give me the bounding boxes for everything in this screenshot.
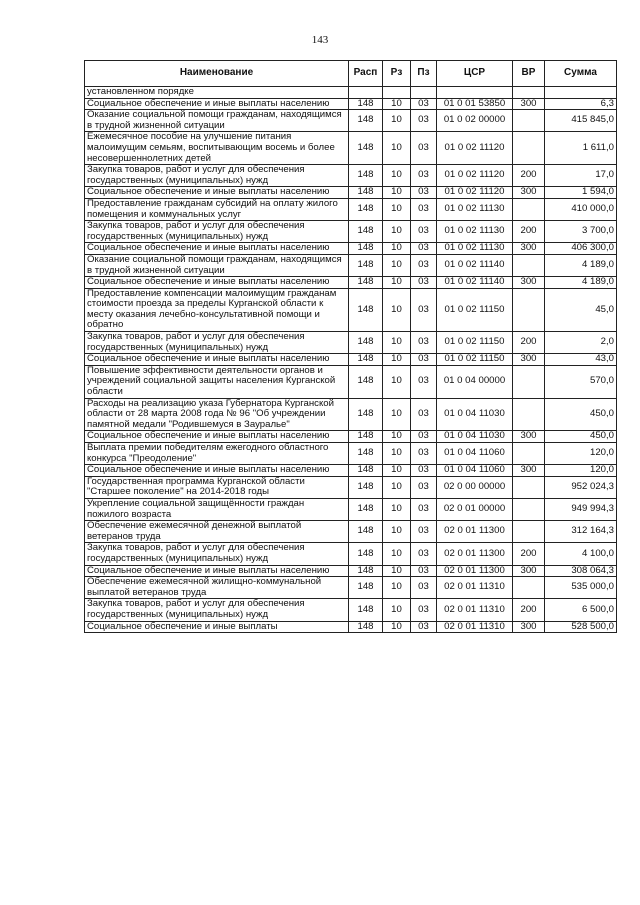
cell-pz: 03 [411,132,437,165]
cell-rasp: 148 [349,398,383,431]
cell-vr [513,198,545,220]
cell-vr: 300 [513,98,545,110]
cell-csr: 01 0 01 53850 [437,98,513,110]
cell-csr: 01 0 02 00000 [437,110,513,132]
cell-rasp: 148 [349,577,383,599]
cell-csr: 02 0 01 11300 [437,521,513,543]
cell-name: Обеспечение ежемесячной денежной выплатой ветеранов труда [85,521,349,543]
header-vr: ВР [513,61,545,87]
table-row [85,577,617,599]
cell-vr: 300 [513,243,545,255]
cell-pz: 03 [411,398,437,431]
cell-rasp: 148 [349,198,383,220]
table-row [85,465,617,477]
cell-pz [411,87,437,99]
cell-sum: 4 189,0 [545,277,617,289]
cell-name: Социальное обеспечение и иные выплаты населению [85,354,349,366]
cell-vr [513,365,545,398]
cell-rz: 10 [383,288,411,331]
cell-rasp: 148 [349,565,383,577]
cell-rz: 10 [383,476,411,498]
cell-rasp: 148 [349,365,383,398]
cell-rasp: 148 [349,132,383,165]
cell-vr: 300 [513,187,545,199]
cell-rasp: 148 [349,431,383,443]
cell-vr [513,476,545,498]
cell-pz: 03 [411,543,437,565]
cell-rasp: 148 [349,98,383,110]
table-row [85,599,617,621]
cell-csr: 01 0 02 11130 [437,221,513,243]
cell-rasp: 148 [349,221,383,243]
cell-csr: 01 0 04 11030 [437,398,513,431]
cell-vr: 200 [513,599,545,621]
cell-csr: 02 0 01 11300 [437,565,513,577]
table-header-row [85,61,617,87]
cell-name: Закупка товаров, работ и услуг для обеспечения государственных (муниципальных) нужд [85,332,349,354]
cell-rz: 10 [383,254,411,276]
cell-rasp: 148 [349,543,383,565]
cell-sum: 535 000,0 [545,577,617,599]
cell-pz: 03 [411,254,437,276]
cell-vr [513,254,545,276]
cell-vr [513,577,545,599]
cell-sum: 2,0 [545,332,617,354]
cell-pz: 03 [411,221,437,243]
page-number: 143 [311,34,329,46]
cell-pz: 03 [411,599,437,621]
cell-sum: 312 164,3 [545,521,617,543]
cell-rz: 10 [383,165,411,187]
cell-sum: 120,0 [545,465,617,477]
cell-name: Закупка товаров, работ и услуг для обеспечения государственных (муниципальных) нужд [85,543,349,565]
cell-sum: 1 594,0 [545,187,617,199]
cell-vr [513,398,545,431]
cell-csr: 02 0 00 00000 [437,476,513,498]
cell-sum: 4 189,0 [545,254,617,276]
cell-name: Расходы на реализацию указа Губернатора Курганской области от 28 марта 2008 года № 96 "Об учреждении памятной медали "Родившемуся в Зауралье" [85,398,349,431]
cell-rasp: 148 [349,165,383,187]
table-row [85,521,617,543]
cell-pz: 03 [411,431,437,443]
cell-vr [513,87,545,99]
cell-pz: 03 [411,98,437,110]
table-row [85,565,617,577]
cell-csr: 02 0 01 11310 [437,621,513,633]
cell-vr [513,498,545,520]
cell-pz: 03 [411,165,437,187]
cell-name: Предоставление гражданам субсидий на оплату жилого помещения и коммунальных услуг [85,198,349,220]
cell-name: Социальное обеспечение и иные выплаты населению [85,187,349,199]
cell-name: Закупка товаров, работ и услуг для обеспечения государственных (муниципальных) нужд [85,599,349,621]
cell-rz: 10 [383,332,411,354]
cell-pz: 03 [411,277,437,289]
cell-pz: 03 [411,187,437,199]
cell-csr: 02 0 01 11310 [437,599,513,621]
cell-vr [513,132,545,165]
cell-csr: 02 0 01 11300 [437,543,513,565]
cell-rz: 10 [383,354,411,366]
table-row [85,221,617,243]
cell-pz: 03 [411,332,437,354]
cell-name: Оказание социальной помощи гражданам, находящимся в трудной жизненной ситуации [85,110,349,132]
table-row [85,110,617,132]
cell-name: Государственная программа Курганской области "Старшее поколение" на 2014-2018 годы [85,476,349,498]
cell-csr: 01 0 02 11120 [437,165,513,187]
table-row [85,87,617,99]
table-row [85,243,617,255]
cell-csr: 01 0 04 11060 [437,443,513,465]
cell-rasp: 148 [349,476,383,498]
table-row [85,187,617,199]
cell-pz: 03 [411,465,437,477]
cell-rz [383,87,411,99]
cell-pz: 03 [411,365,437,398]
cell-vr: 300 [513,277,545,289]
cell-csr: 01 0 02 11150 [437,332,513,354]
table-row [85,431,617,443]
budget-table [84,60,617,633]
table-row [85,288,617,331]
cell-sum: 1 611,0 [545,132,617,165]
cell-sum: 308 064,3 [545,565,617,577]
cell-sum: 45,0 [545,288,617,331]
cell-pz: 03 [411,443,437,465]
cell-pz: 03 [411,476,437,498]
cell-name: Социальное обеспечение и иные выплаты населению [85,431,349,443]
cell-sum: 43,0 [545,354,617,366]
cell-name: Социальное обеспечение и иные выплаты [85,621,349,633]
cell-rasp: 148 [349,599,383,621]
cell-rz: 10 [383,543,411,565]
cell-rz: 10 [383,443,411,465]
header-csr: ЦСР [437,61,513,87]
cell-name: Ежемесячное пособие на улучшение питания малоимущим семьям, воспитывающим восемь и более несовершеннолетних детей [85,132,349,165]
cell-pz: 03 [411,243,437,255]
table-row [85,543,617,565]
cell-pz: 03 [411,288,437,331]
table-row [85,198,617,220]
cell-vr: 300 [513,621,545,633]
cell-sum: 406 300,0 [545,243,617,255]
cell-sum: 6 500,0 [545,599,617,621]
cell-name: Укрепление социальной защищённости граждан пожилого возраста [85,498,349,520]
cell-rasp: 148 [349,521,383,543]
cell-csr: 01 0 02 11120 [437,132,513,165]
cell-sum: 4 100,0 [545,543,617,565]
cell-sum: 949 994,3 [545,498,617,520]
cell-vr: 300 [513,431,545,443]
cell-rz: 10 [383,365,411,398]
cell-rasp: 148 [349,254,383,276]
cell-rz: 10 [383,277,411,289]
table-row [85,332,617,354]
cell-vr: 300 [513,565,545,577]
cell-rasp: 148 [349,243,383,255]
cell-name: Предоставление компенсации малоимущим гражданам стоимости проезда за пределы Курганской области к месту оказания лечебно-консультативной помощи и обратно [85,288,349,331]
cell-pz: 03 [411,110,437,132]
cell-pz: 03 [411,198,437,220]
cell-csr: 02 0 01 00000 [437,498,513,520]
cell-rz: 10 [383,187,411,199]
cell-sum [545,87,617,99]
cell-sum: 410 000,0 [545,198,617,220]
cell-sum: 528 500,0 [545,621,617,633]
cell-name: Закупка товаров, работ и услуг для обеспечения государственных (муниципальных) нужд [85,221,349,243]
cell-rz: 10 [383,465,411,477]
cell-pz: 03 [411,498,437,520]
cell-name: Социальное обеспечение и иные выплаты населению [85,565,349,577]
cell-sum: 570,0 [545,365,617,398]
cell-pz: 03 [411,354,437,366]
table-row [85,498,617,520]
cell-rasp: 148 [349,621,383,633]
cell-rasp: 148 [349,498,383,520]
cell-rz: 10 [383,198,411,220]
cell-name: Социальное обеспечение и иные выплаты населению [85,98,349,110]
cell-csr: 01 0 02 11140 [437,254,513,276]
cell-vr [513,521,545,543]
cell-vr [513,443,545,465]
cell-vr: 200 [513,543,545,565]
cell-rasp [349,87,383,99]
cell-rasp: 148 [349,187,383,199]
cell-name: Обеспечение ежемесячной жилищно-коммунальной выплатой ветеранов труда [85,577,349,599]
table-row [85,254,617,276]
table-row [85,398,617,431]
cell-csr: 01 0 02 11130 [437,198,513,220]
cell-rasp: 148 [349,277,383,289]
cell-rz: 10 [383,221,411,243]
cell-rz: 10 [383,132,411,165]
cell-vr: 200 [513,221,545,243]
cell-csr: 01 0 02 11130 [437,243,513,255]
cell-csr: 01 0 02 11150 [437,354,513,366]
cell-rz: 10 [383,98,411,110]
cell-rz: 10 [383,398,411,431]
cell-rz: 10 [383,243,411,255]
cell-vr: 200 [513,165,545,187]
cell-csr: 01 0 02 11150 [437,288,513,331]
cell-name: Социальное обеспечение и иные выплаты населению [85,243,349,255]
table-row [85,354,617,366]
cell-csr: 01 0 04 11030 [437,431,513,443]
table-row [85,365,617,398]
cell-csr: 01 0 02 11140 [437,277,513,289]
table-row [85,277,617,289]
cell-name: Выплата премии победителям ежегодного областного конкурса "Преодоление" [85,443,349,465]
header-rz: Рз [383,61,411,87]
cell-sum: 17,0 [545,165,617,187]
cell-pz: 03 [411,565,437,577]
cell-rasp: 148 [349,443,383,465]
cell-vr [513,288,545,331]
cell-sum: 3 700,0 [545,221,617,243]
cell-name: Социальное обеспечение и иные выплаты населению [85,465,349,477]
table-row [85,165,617,187]
cell-vr: 200 [513,332,545,354]
cell-rz: 10 [383,431,411,443]
cell-rz: 10 [383,521,411,543]
cell-sum: 450,0 [545,431,617,443]
cell-name: Закупка товаров, работ и услуг для обеспечения государственных (муниципальных) нужд [85,165,349,187]
header-pz: Пз [411,61,437,87]
cell-vr: 300 [513,354,545,366]
table-row [85,98,617,110]
cell-sum: 415 845,0 [545,110,617,132]
header-name: Наименование [85,61,349,87]
cell-rasp: 148 [349,332,383,354]
cell-csr: 02 0 01 11310 [437,577,513,599]
cell-rasp: 148 [349,288,383,331]
cell-sum: 120,0 [545,443,617,465]
header-sum: Сумма [545,61,617,87]
cell-pz: 03 [411,577,437,599]
cell-rasp: 148 [349,465,383,477]
cell-rasp: 148 [349,354,383,366]
cell-sum: 450,0 [545,398,617,431]
cell-rz: 10 [383,498,411,520]
cell-csr [437,87,513,99]
cell-name: Социальное обеспечение и иные выплаты населению [85,277,349,289]
cell-csr: 01 0 04 00000 [437,365,513,398]
header-rasp: Расп [349,61,383,87]
table-row [85,621,617,633]
cell-name: установленном порядке [85,87,349,99]
table-row [85,132,617,165]
cell-rz: 10 [383,621,411,633]
cell-pz: 03 [411,621,437,633]
cell-rz: 10 [383,565,411,577]
cell-rz: 10 [383,599,411,621]
cell-rasp: 148 [349,110,383,132]
cell-name: Оказание социальной помощи гражданам, находящимся в трудной жизненной ситуации [85,254,349,276]
cell-pz: 03 [411,521,437,543]
table-row [85,443,617,465]
cell-sum: 6,3 [545,98,617,110]
table-body [85,87,617,633]
cell-csr: 01 0 02 11120 [437,187,513,199]
cell-vr: 300 [513,465,545,477]
cell-rz: 10 [383,577,411,599]
cell-name: Повышение эффективности деятельности органов и учреждений социальной защиты населения Курганской области [85,365,349,398]
cell-sum: 952 024,3 [545,476,617,498]
cell-csr: 01 0 04 11060 [437,465,513,477]
cell-rz: 10 [383,110,411,132]
cell-vr [513,110,545,132]
table-row [85,476,617,498]
